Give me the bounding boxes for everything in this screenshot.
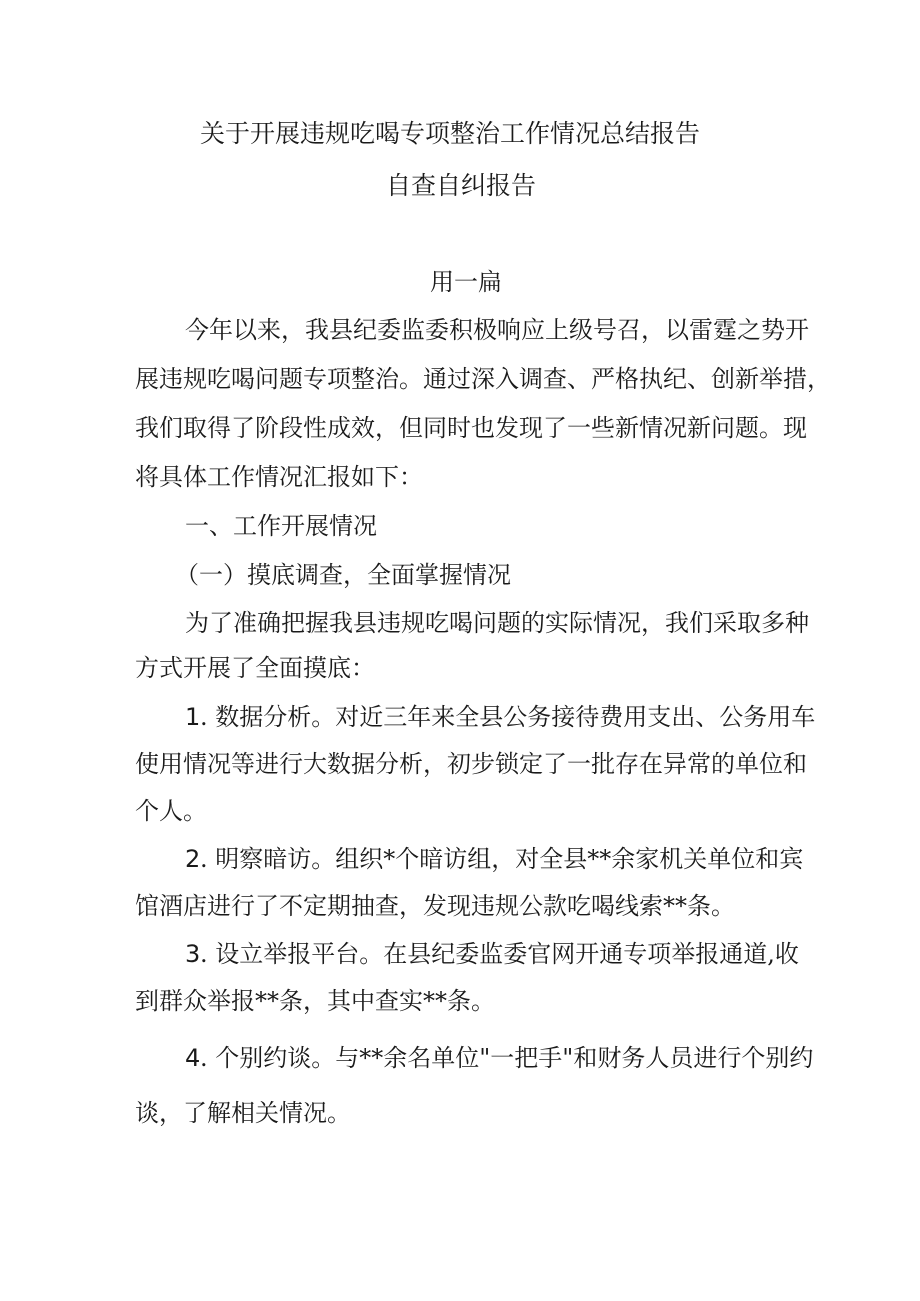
item-number: 1 <box>185 703 201 731</box>
item-number: 2 <box>185 845 201 873</box>
item-line: . 个别约谈。与**余名单位"一把手"和财务人员进行个别约 <box>200 1044 814 1072</box>
subsection-heading: （一）摸底调查，全面掌握情况 <box>175 561 511 589</box>
section-heading: 一、工作开展情况 <box>185 512 377 540</box>
item-line: 到群众举报**条，其中查实**条。 <box>135 987 495 1015</box>
intro-line: 展违规吃喝问题专项整治。通过深入调查、严格执纪、创新举措， <box>135 365 831 393</box>
title-line-2: 自查自纠报告 <box>386 171 537 200</box>
intro-line: 我们取得了阶段性成效，但同时也发现了一些新情况新问题。现 <box>135 414 807 442</box>
item-number: 3 <box>185 940 201 968</box>
intro-line: 将具体工作情况汇报如下： <box>135 463 423 491</box>
item-line: . 设立举报平台。在县纪委监委官网开通专项举报通道,收 <box>200 940 799 968</box>
item-line: . 数据分析。对近三年来全县公务接待费用支出、公务用车 <box>200 703 816 731</box>
item-line: 谈，了解相关情况。 <box>135 1099 351 1127</box>
item-line: . 明察暗访。组织*个暗访组，对全县**余家机关单位和宾 <box>200 845 804 873</box>
part-label: 用一扁 <box>430 268 502 296</box>
lead-line: 方式开展了全面摸底： <box>135 654 375 682</box>
item-number: 4 <box>185 1044 201 1072</box>
intro-line: 今年以来，我县纪委监委积极响应上级号召，以雷霆之势开 <box>185 316 809 344</box>
lead-line: 为了准确把握我县违规吃喝问题的实际情况，我们采取多种 <box>185 609 809 637</box>
title-line-1: 关于开展违规吃喝专项整治工作情况总结报告 <box>200 119 701 148</box>
item-line: 个人。 <box>135 797 207 825</box>
item-line: 使用情况等进行大数据分析，初步锁定了一批存在异常的单位和 <box>135 750 807 778</box>
item-line: 馆酒店进行了不定期抽查，发现违规公款吃喝线索**条。 <box>135 892 735 920</box>
